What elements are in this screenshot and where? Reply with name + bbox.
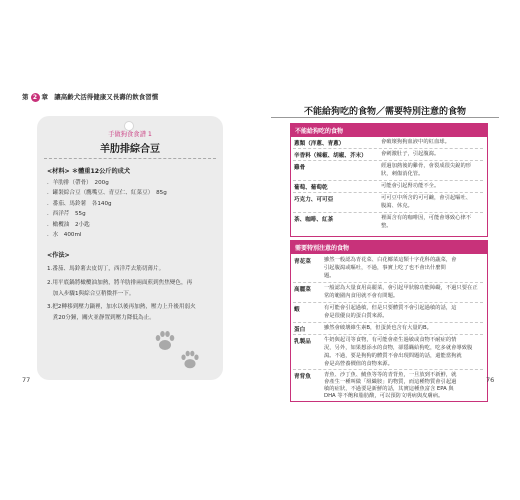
ingredient-line: ．罐裝綜合豆（鷹嘴豆、青豆仁、紅菜豆） 85g xyxy=(47,190,167,196)
chapter-suffix: 章 xyxy=(41,93,48,101)
ingredient-line: ．橄欖油 2小匙 xyxy=(47,222,90,228)
food-term: 蔥類（洋蔥、青蔥） xyxy=(294,141,345,147)
method-step: 煮20分鐘，關火並靜置到壓力降低為止。 xyxy=(47,315,155,321)
box-heading: 需要特別注意的食物 xyxy=(291,241,487,254)
food-desc: 會是很優良的蛋白質來源。 xyxy=(324,313,388,319)
paw-print-icon xyxy=(152,328,178,354)
chapter-prefix: 第 xyxy=(22,93,29,101)
food-desc: 雖然會破壞維生素B，但蛋黃也含有大量的B。 xyxy=(324,325,432,331)
title-rule xyxy=(271,117,499,118)
ingredient-line: ．水 400ml xyxy=(47,232,82,238)
row-separator xyxy=(293,212,483,213)
page-number-right: 76 xyxy=(486,376,495,384)
ingredients-heading: <材料> ＊體重12公斤的成犬 xyxy=(47,168,131,175)
recipe-title: 羊肋排綜合豆 xyxy=(100,144,160,155)
row-separator xyxy=(293,192,483,193)
food-desc: 會是高營養價值的食物來源。 xyxy=(324,361,393,367)
food-desc: 一般認為大量食用高麗菜，會引起甲狀腺功能障礙，不過只要在正 xyxy=(324,285,478,291)
food-desc: 瀉。不過，要是狗狗的體質不會出現問題的話，還能當狗就 xyxy=(324,353,462,359)
food-desc: 題。 xyxy=(324,273,335,279)
row-separator xyxy=(293,160,483,161)
food-desc: 可可豆中所含的可可鹼，會引起嘔吐、 xyxy=(381,195,472,201)
food-desc: 經過加熱後的雞骨，會裂成很尖銳的形 xyxy=(381,163,472,169)
food-desc: 會破壞狗狗血液中的紅血球。 xyxy=(381,139,450,145)
food-term: 蝦 xyxy=(294,307,300,313)
chapter-title: 讓高齡犬活得健康又長壽的飲食習慣 xyxy=(54,93,159,101)
row-separator xyxy=(293,322,483,323)
chapter-number-badge: 2 xyxy=(31,93,40,102)
food-desc: 常的範圍內食用就不會有問題。 xyxy=(324,293,399,299)
food-term: 巧克力、可可亞 xyxy=(294,197,334,203)
food-term: 青花菜 xyxy=(294,259,311,265)
food-term: 葡萄、葡萄乾 xyxy=(294,185,328,191)
food-term: 雞骨 xyxy=(294,165,306,171)
row-separator xyxy=(293,148,483,149)
food-desc: 牛奶與起司等食物，有可能會產生過敏或食物不耐症的情 xyxy=(324,337,457,343)
ingredient-line: ．西洋芹 55g xyxy=(47,211,86,217)
food-desc: 況，另外，如果想添水的食物，卻隱瞞給狗吃，吃多就會導致腹 xyxy=(324,345,473,351)
row-separator xyxy=(293,369,483,370)
food-term: 青背魚 xyxy=(294,374,311,380)
food-desc: 有可能會引起過敏，但是只要體質不會引起過敏的話，這 xyxy=(324,305,457,311)
box-heading: 不能給狗吃的食物 xyxy=(291,124,487,137)
row-separator xyxy=(293,282,483,283)
page-number-left: 77 xyxy=(22,376,31,384)
food-desc: 引起腹瀉或嘔吐，不過，事實上吃了也不會出什麼問 xyxy=(324,265,446,271)
food-term: 辛香料（辣椒、胡椒、芥末） xyxy=(294,153,367,159)
method-step: 1.番茄、馬鈴薯去皮切丁，西洋芹去筋切薄片。 xyxy=(47,266,165,272)
method-heading: <作法> xyxy=(47,252,70,259)
food-term: 茶、咖啡、紅茶 xyxy=(294,217,334,223)
food-desc: 整。 xyxy=(381,223,392,229)
food-desc: 敏的症狀，不過要是新鮮的話，其實這種魚富含 EPA 與 xyxy=(324,386,454,392)
page-title: 不能給狗吃的食物／需要特別注意的食物 xyxy=(303,107,466,117)
method-step: 加入步驟1與綜合豆稍微拌一下。 xyxy=(47,291,135,297)
food-term: 蛋白 xyxy=(294,327,306,333)
food-desc: 狀，刺傷消化管。 xyxy=(381,171,424,177)
chapter-header xyxy=(22,92,158,102)
method-step: 3.把2轉移到壓力鍋裡，加水以後再加熱，壓力上升後用弱火 xyxy=(47,304,196,310)
food-desc: DHA 等不飽和脂肪酸，可以預防文明病與皮膚病。 xyxy=(324,393,444,399)
food-desc: 雖然一般認為青花菜、白花椰菜這類十字花科的蔬菜，會 xyxy=(324,257,457,263)
food-term: 高麗菜 xyxy=(294,287,311,293)
paw-print-icon xyxy=(178,348,202,372)
food-desc: 裡面含有的咖啡因，可能會導致心律不 xyxy=(381,215,472,221)
recipe-kicker: 手做狗食食譜 1 xyxy=(108,131,152,138)
food-term: 乳製品 xyxy=(294,339,311,345)
ingredient-line: ．羊肋排（帶骨） 200g xyxy=(47,180,109,186)
row-separator xyxy=(293,180,483,181)
food-desc: 青魚、沙丁魚、鯖魚等等的青背魚，一旦放到不新鮮，就 xyxy=(324,372,457,378)
food-desc: 會產生一種叫做「組織胺」的物質，而這種物質會引起過 xyxy=(324,379,457,385)
row-separator xyxy=(293,334,483,335)
ingredient-line: ．番茄、馬鈴薯 各140g xyxy=(47,201,112,207)
card-divider xyxy=(44,158,216,159)
method-step: 2.用平底鍋將橄欖油加熱，將羊肋排兩面煎到焦焦變色，再 xyxy=(47,280,193,286)
food-desc: 腹瀉、休克。 xyxy=(381,203,413,209)
recipe-card xyxy=(37,116,223,380)
food-desc: 可能會引起腎功能不全。 xyxy=(381,183,440,189)
food-desc: 會刺激肚子，引起腹瀉。 xyxy=(381,151,440,157)
row-separator xyxy=(293,302,483,303)
